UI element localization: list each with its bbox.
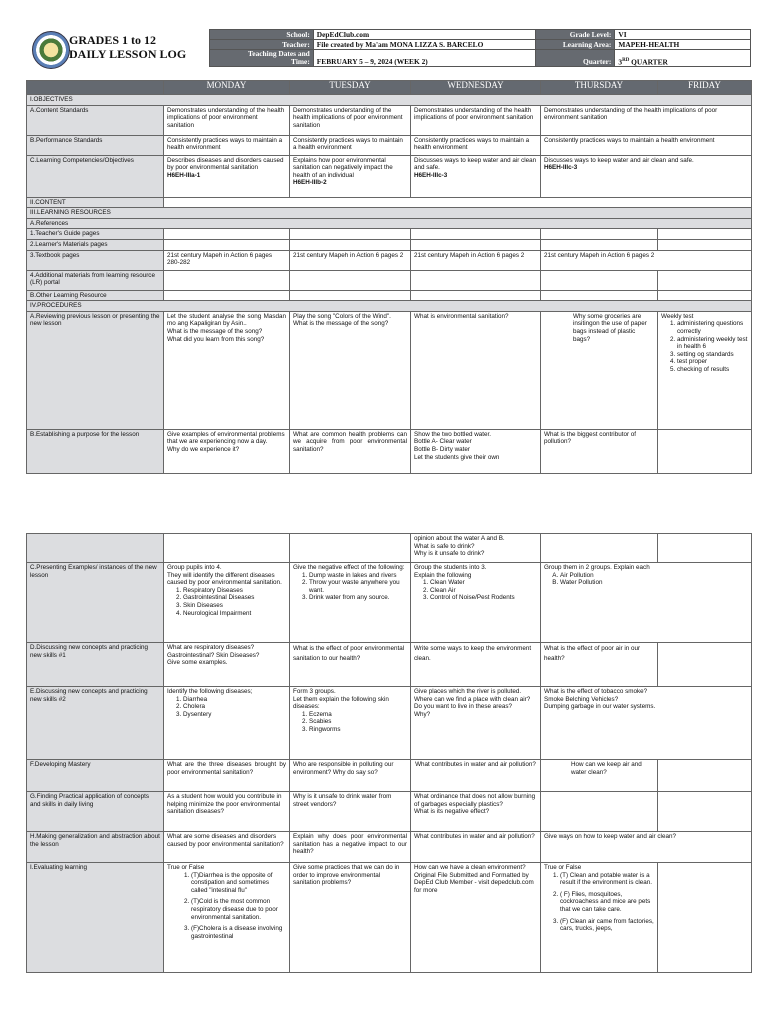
cell-wed-other [411,290,541,301]
cell-thu-lm [541,239,658,250]
mon-presenting-2: They will identify the different diseases caused by poor environmental sanitation. [167,571,282,587]
cell-fri-other [658,290,752,301]
list-item: 1. (T)Diarrhea is the opposite of constipation and sometimes called "intestinal flu" [191,872,286,895]
tue-discussing2-1: Form 3 groups. [293,688,336,695]
cell-wed-presenting [411,563,541,643]
tue-competency-text: Explains how poor environmental sanitation can negatively impact the health of an individual [293,156,393,179]
thu-evaluating-list [544,872,654,933]
cell-fri-evaluating [658,863,752,973]
cell-thu-reviewing: Why some groceries are insitingon the use of paper bags instead of plastic bags? [541,311,658,429]
list-item: 3. (F) Clean air came from factories, cars, trucks, jeeps, [560,918,654,933]
cell-wed-content-standards: Demonstrates understanding of the health implications of poor environment sanitation [411,105,541,135]
tue-reviewing-1: Play the song "Colors of the Wind". [293,312,391,320]
wed-establishing-1: Show the two bottled water. [414,430,492,438]
corner-cell [27,81,164,95]
cell-content [164,197,752,208]
cell-thu-discussing-2 [541,687,752,760]
day-friday: FRIDAY [658,81,752,95]
row-label-other-resource: B.Other Learning Resource [27,290,164,301]
cell-wed-textbook: 21st century Mapeh in Action 6 pages 2 [411,250,541,270]
list-item: 2. Clean Air [430,587,537,595]
cell-fri-practical [658,792,752,832]
wed-establishing-2: Bottle A- Clear water [414,438,472,446]
fri-weekly-test-title: Weekly test [661,312,694,320]
cell-fri-additional [658,270,752,290]
cell-thu-fri-performance-standards: Consistently practices ways to maintain a health environment [541,135,752,155]
thu-presenting-list [544,572,748,587]
teacher-label: Teacher: [210,40,314,50]
list-item: 1. Dump waste in lakes and rivers [309,572,407,580]
cell-tue-discussing-1: What is the effect of poor environmental sanitation to our health? [290,643,411,687]
cell-thu-competencies [541,155,752,197]
mon-discussing1-2: Gastrointestinal? Skin Diseases? [167,651,260,659]
mon-discussing2-1: Identify the following diseases; [167,688,253,695]
cell-tue-other [290,290,411,301]
list-item: 2. Cholera [183,703,286,711]
wed-discussing2-1: Give places which the river is polluted. [414,688,522,695]
thu-discussing2-1: What is the effect of tobacco smoke? [544,688,648,695]
cell-tue-lm [290,239,411,250]
cell-tue-performance-standards: Consistently practices ways to maintain a health environment [290,135,411,155]
wed-competency-code: H6EH-IIIc-3 [414,171,448,179]
row-label-establishing: B.Establishing a purpose for the lesson [27,429,164,473]
cell-mon-reviewing [164,311,290,429]
row-label-reviewing: A.Reviewing previous lesson or presenting the new lesson [27,311,164,429]
cell-fri-discussing-1 [658,643,752,687]
cell-thu-fri-content-standards: Demonstrates understanding of the health implications of poor environment sanitation [541,105,752,135]
wed-discussing2-2: Where can we find a place with clean air? [414,695,531,703]
section-resources: III.LEARNING RESOURCES [27,208,752,219]
dates-label-line-2: Time: [291,57,310,66]
dates-label [210,50,314,67]
mon-evaluating-list [167,872,286,941]
mon-reviewing-3: What did you learn from this song? [167,335,265,343]
list-item: 3. Ringworms [309,726,407,734]
wed-establishing-4: Let the students give their own [414,453,500,461]
cell-tue-discussing-2 [290,687,411,760]
quarter-label: Quarter: [535,50,615,67]
cell-thu-fri-generalization: Give ways on how to keep water and air clean? [541,832,752,863]
wed-establishing-cont-3: Why is it unsafe to drink? [414,550,485,558]
row-label-lm-pages: 2.Learner's Materials pages [27,239,164,250]
thu-presenting-1: Group them in 2 groups. Explain each [544,564,650,571]
list-item: 1. Respiratory Diseases [183,587,286,595]
cell-tue-practical: Why is it unsafe to drink water from street vendors? [290,792,411,832]
list-item: 3. Control of Noise/Pest Rodents [430,594,537,602]
cell-thu-discussing-1: What is the effect of poor air in our health? [541,643,658,687]
cell-thu-fri-textbook: 21st century Mapeh in Action 6 pages 2 [541,250,752,270]
document-title [69,33,186,61]
cell-mon-evaluating [164,863,290,973]
mon-discussing1-1: What are respiratory diseases? [167,644,255,651]
row-label-discussing-1: D.Discussing new concepts and practicing new skills #1 [27,643,164,687]
cell-thu-additional [541,270,658,290]
cell-wed-discussing-2 [411,687,541,760]
cell-mon-establishing [164,429,290,473]
list-item: 3. Dysentery [183,711,286,719]
wed-practical-2: What is its negative effect? [414,808,490,816]
cell-tue-generalization: Explain why does poor environmental sanitation has a negative impact to our health? [290,832,411,863]
list-item: 5. checking of results [677,366,748,374]
cell-mon-mastery: What are the three diseases brought by poor environmental sanitation? [164,760,290,792]
day-tuesday: TUESDAY [290,81,411,95]
list-item: A. Air Pollution [560,572,748,580]
cell-thu-tg [541,229,658,240]
list-item: 3. Drink water from any source. [309,594,407,602]
cell-mon-competencies [164,155,290,197]
list-item: 4. Neurological Impairment [183,610,286,618]
tue-presenting-list [293,572,407,602]
wed-evaluating-1: How can we have a clean environment? [414,864,526,871]
area-value: MAPEH-HEALTH [615,40,751,50]
cell-wed-discussing-1: Write some ways to keep the environment clean. [411,643,541,687]
wed-discussing2-4: Why? [414,710,431,718]
school-value: DepEdClub.com [313,30,535,40]
cell-tue-establishing: What are common health problems can we acquire from poor environmental sanitation? [290,429,411,473]
mon-presenting-1: Group pupils into 4. [167,564,222,571]
day-thursday: THURSDAY [541,81,658,95]
cell-tue-evaluating: Give some practices that we can do in order to improve environmental sanitation problems? [290,863,411,973]
tue-reviewing-2: What is the message of the song? [293,320,389,328]
cell-thu-evaluating [541,863,658,973]
row-label-generalization: H.Making generalization and abstraction about the lesson [27,832,164,863]
mon-competency-text: Describes diseases and disorders caused by poor environmental sanitation [167,156,284,172]
wed-evaluating-2: Original File Submitted and Formatted by DepEd Club Member - visit depedclub.com for more [414,871,534,894]
tue-discussing2-list [293,711,407,734]
list-item: 4. test proper [677,358,748,366]
list-item: 2. administering weekly test in health 6 [677,336,748,351]
day-wednesday: WEDNESDAY [411,81,541,95]
wed-presenting-2: Explain the following [414,571,472,579]
teacher-value: File created by Ma'am MONA LIZZA S. BARCELO [313,40,535,50]
cell-mon-lm [164,239,290,250]
row-label-references: A.References [27,218,752,229]
row-label-content-standards: A.Content Standards [27,105,164,135]
day-monday: MONDAY [164,81,290,95]
title-line-1: GRADES 1 to 12 [69,33,157,47]
grade-value: VI [615,30,751,40]
row-label-additional-materials: 4.Additional materials from learning resource (LR) portal [27,270,164,290]
mon-evaluating-1: True or False [167,864,205,871]
tue-discussing2-2: Let them explain the following skin diseases: [293,695,389,711]
row-label-presenting: C.Presenting Examples/ instances of the new lesson [27,563,164,643]
thu-discussing2-2: Smoke Belching Vehicles? [544,695,619,703]
list-item: 2. (T)Cold is the most common respiratory disease due to poor environmental sanitation. [191,898,286,921]
mon-competency-code: H6EH-IIIa-1 [167,171,201,179]
title-line-2: DAILY LESSON LOG [69,47,187,61]
lesson-log-table-page-2 [26,533,752,973]
list-item: 2. ( F) Flies, mosquitoes, cockroachess and mice are pets that we can take care. [560,891,654,914]
cell-thu-other [541,290,658,301]
thu-evaluating-1: True or False [544,864,582,871]
quarter-value [615,50,751,67]
cell-mon-additional [164,270,290,290]
wed-presenting-1: Group the students into 3. [414,564,487,571]
cell-tue-tg [290,229,411,240]
wed-establishing-cont-1: opinion about the water A and B. [414,535,505,542]
cell-mon-performance-standards: Consistently practices ways to maintain a health environment [164,135,290,155]
list-item: 2. Scabies [309,718,407,726]
row-label-tg-pages: 1.Teacher's Guide pages [27,229,164,240]
cell-wed-tg [411,229,541,240]
cell-wed-performance-standards: Consistently practices ways to maintain a health environment [411,135,541,155]
cell-wed-mastery: What contributes in water and air pollution? [411,760,541,792]
cell-fri-tg [658,229,752,240]
cell-fri-establishing-cont [658,534,752,563]
dates-label-line-1: Teaching Dates and [248,49,310,58]
school-label: School: [210,30,314,40]
row-label-practical: G.Finding Practical application of concepts and skills in daily living [27,792,164,832]
row-label-discussing-2: E.Discussing new concepts and practicing new skills #2 [27,687,164,760]
cell-tue-establishing-cont [290,534,411,563]
mon-discussing1-3: Give some examples. [167,659,228,667]
grade-label: Grade Level: [535,30,615,40]
list-item: 3. (F)Cholera is a disease involving gastrointestinal [191,925,286,940]
cell-tue-reviewing [290,311,411,429]
cell-mon-discussing-1 [164,643,290,687]
row-label-performance-standards: B.Performance Standards [27,135,164,155]
cell-fri-reviewing [658,311,752,429]
quarter-number: 3 [618,57,623,66]
row-label-competencies: C.Learning Competencies/Objectives [27,155,164,197]
row-label-textbook: 3.Textbook pages [27,250,164,270]
cell-wed-lm [411,239,541,250]
mon-establishing-1: Give examples of environmental problems that we are experiencing now a day. [167,430,285,446]
cell-tue-competencies [290,155,411,197]
wed-competency-text: Discusses ways to keep water and air clean and safe. [414,156,537,172]
cell-thu-practical [541,792,658,832]
cell-wed-evaluating [411,863,541,973]
mon-establishing-2: Why do we experience it? [167,445,240,453]
tue-presenting-1: Give the negative effect of the following: [293,564,405,571]
row-label-establishing-cont [27,534,164,563]
deped-seal-icon [32,31,70,69]
cell-mon-discussing-2 [164,687,290,760]
cell-fri-establishing [658,429,752,473]
header-info-grid [209,29,751,67]
cell-wed-practical [411,792,541,832]
section-procedures: IV.PROCEDURES [27,301,752,312]
cell-thu-presenting [541,563,752,643]
quarter-suffix: RD [622,57,630,63]
row-label-mastery: F.Developing Mastery [27,760,164,792]
cell-mon-presenting [164,563,290,643]
wed-discussing2-3: Do you want to live in these areas? [414,703,513,711]
cell-mon-tg [164,229,290,240]
thu-competency-text: Discusses ways to keep water and air clean and safe. [544,156,694,164]
list-item: 1. Diarrhea [183,696,286,704]
cell-wed-generalization: What contributes in water and air pollution? [411,832,541,863]
cell-thu-establishing-cont [541,534,658,563]
cell-thu-mastery: How can we keep air and water clean? [541,760,658,792]
cell-mon-establishing-cont [164,534,290,563]
cell-tue-additional [290,270,411,290]
document-header [26,29,751,71]
cell-wed-additional [411,270,541,290]
cell-tue-mastery: Who are responsible in polluting our environment? Why do say so? [290,760,411,792]
wed-establishing-cont-2: What is safe to drink? [414,542,475,550]
thu-competency-code: H6EH-IIIc-3 [544,164,578,172]
cell-fri-mastery [658,760,752,792]
thu-discussing2-3: Dumping garbage in our water systems. [544,703,656,711]
wed-presenting-list [414,579,537,602]
mon-reviewing-1: Let the student analyse the song Masdan mo ang Kapaligiran by Asin.. [167,312,286,328]
cell-wed-establishing-cont [411,534,541,563]
fri-weekly-test-list [661,320,748,373]
mon-discussing2-list [167,696,286,719]
cell-fri-lm [658,239,752,250]
mon-presenting-list [167,587,286,617]
day-header-row [27,81,752,95]
wed-establishing-3: Bottle B- Dirty water [414,445,470,453]
cell-thu-establishing: What is the biggest contributor of pollution? [541,429,658,473]
list-item: 1. Eczema [309,711,407,719]
lesson-log-table-page-1 [26,80,752,474]
dates-value: FEBRUARY 5 – 9, 2024 (WEEK 2) [313,50,535,67]
wed-practical-1: What ordinance that does not allow burning of garbages especially plastics? [414,793,536,808]
cell-mon-generalization: What are some diseases and disorders caused by poor environmental sanitation? [164,832,290,863]
cell-tue-presenting [290,563,411,643]
list-item: 1. (T) Clean and potable water is a result if the environment is clean. [560,872,654,887]
cell-tue-textbook: 21st century Mapeh in Action 6 pages 2 [290,250,411,270]
cell-mon-textbook: 21st century Mapeh in Action 6 pages 280-282 [164,250,290,270]
area-label: Learning Area: [535,40,615,50]
cell-wed-reviewing: What is environmental sanitation? [411,311,541,429]
cell-mon-other [164,290,290,301]
list-item: 1. Clean Water [430,579,537,587]
cell-wed-competencies [411,155,541,197]
cell-wed-establishing [411,429,541,473]
cell-mon-practical: As a student how would you contribute in helping minimize the poor environmental sanitation diseases? [164,792,290,832]
tue-competency-code: H6EH-IIIb-2 [293,179,327,187]
row-label-content: II.CONTENT [27,197,164,208]
list-item: 2. Throw your waste anywhere you want. [309,579,407,594]
list-item: 3. setting og standards [677,351,748,359]
quarter-text: QUARTER [629,57,668,66]
cell-mon-content-standards: Demonstrates understanding of the health implications of poor environment sanitation [164,105,290,135]
list-item: 1. administering questions correctly [677,320,748,335]
section-objectives: I.OBJECTIVES [27,95,752,106]
list-item: B. Water Pollution [560,579,748,587]
mon-reviewing-2: What is the message of the song? [167,327,263,335]
cell-tue-content-standards: Demonstrates understanding of the health implications of poor environment sanitation [290,105,411,135]
list-item: 2. Gastrointestinal Diseases [183,594,286,602]
list-item: 3. Skin Diseases [183,602,286,610]
row-label-evaluating: I.Evaluating learning [27,863,164,973]
